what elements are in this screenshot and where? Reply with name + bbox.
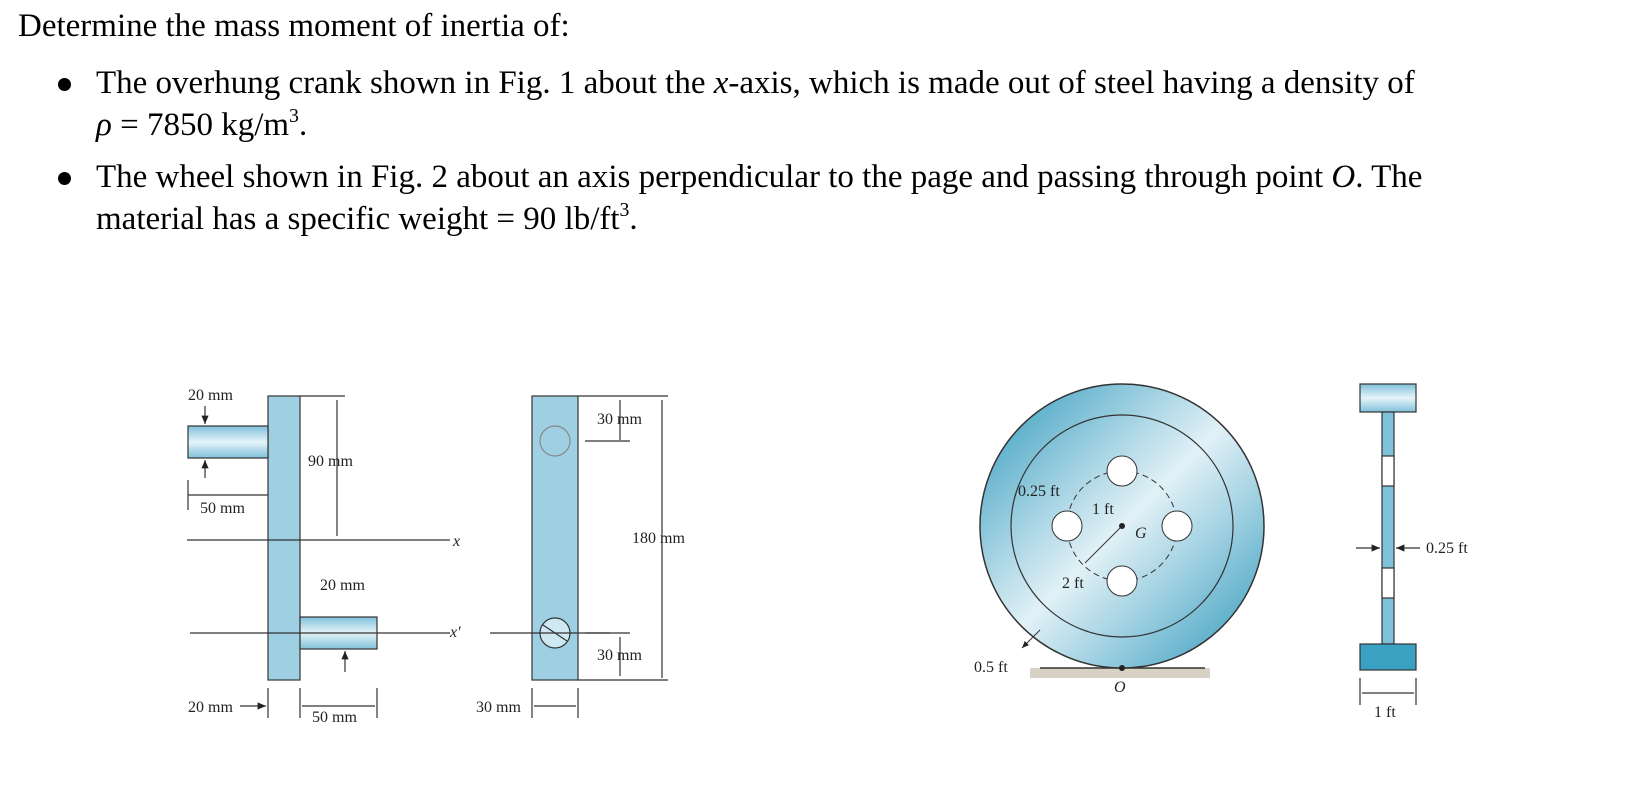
dim-025ft-side: 0.25 ft xyxy=(1426,540,1468,557)
axis-x-prime-label: x′ xyxy=(450,624,461,641)
bullet-wheel-line2: material has a specific weight = 90 $lb/ft^3$. xyxy=(96,199,638,237)
rim-bottom xyxy=(1360,644,1416,670)
dim-1ft: 1 ft xyxy=(1092,501,1114,518)
hole-cut-upper xyxy=(1382,456,1394,486)
dim-20mm-mid: 20 mm xyxy=(320,577,365,594)
hole-bottom xyxy=(1107,566,1137,596)
hole-top xyxy=(1107,456,1137,486)
point-O xyxy=(1119,665,1125,671)
dim-05ft: 0.5 ft xyxy=(974,659,1008,676)
dim-30mm-top: 30 mm xyxy=(597,411,642,428)
figure1-side-view xyxy=(490,396,668,718)
dim-30mm-mid: 30 mm xyxy=(597,647,642,664)
bullet-crank-line1: The overhung crank shown in Fig. 1 about the x-axis, which is made out of steel having a density of xyxy=(96,65,1415,101)
label-G: G xyxy=(1135,525,1147,542)
dim-025ft: 0.25 ft xyxy=(1018,483,1060,500)
bullet-wheel-line1: The wheel shown in Fig. 2 about an axis perpendicular to the page and passing through point O. The xyxy=(96,159,1423,195)
dim-30mm-bottom: 30 mm xyxy=(476,699,521,716)
figure2-side-view xyxy=(1356,384,1420,705)
dim-180mm: 180 mm xyxy=(632,530,685,547)
problem-intro: Determine the mass moment of inertia of: xyxy=(18,8,570,44)
hole-right xyxy=(1162,511,1192,541)
dim-90mm: 90 mm xyxy=(308,453,353,470)
dim-50mm-bottom: 50 mm xyxy=(312,709,357,726)
figure1-front-view xyxy=(187,396,450,718)
web-strip xyxy=(1382,412,1394,644)
bullet-crank-line2: ρ = 7850 $kg/m^3$. xyxy=(96,105,308,143)
figure2-wheel-view xyxy=(980,384,1264,678)
center-G xyxy=(1119,523,1125,529)
crank-upper-shaft xyxy=(188,426,268,458)
crank-web xyxy=(268,396,300,680)
hole-cut-lower xyxy=(1382,568,1394,598)
axis-x-label: x xyxy=(453,533,461,550)
dim-2ft: 2 ft xyxy=(1062,575,1084,592)
dim-20mm-top: 20 mm xyxy=(188,387,233,404)
dim-1ft-bottom: 1 ft xyxy=(1374,704,1396,721)
dim-20mm-bottom: 20 mm xyxy=(188,699,233,716)
label-O: O xyxy=(1114,679,1126,696)
dim-50mm-left: 50 mm xyxy=(200,500,245,517)
rim-top xyxy=(1360,384,1416,412)
hole-left xyxy=(1052,511,1082,541)
